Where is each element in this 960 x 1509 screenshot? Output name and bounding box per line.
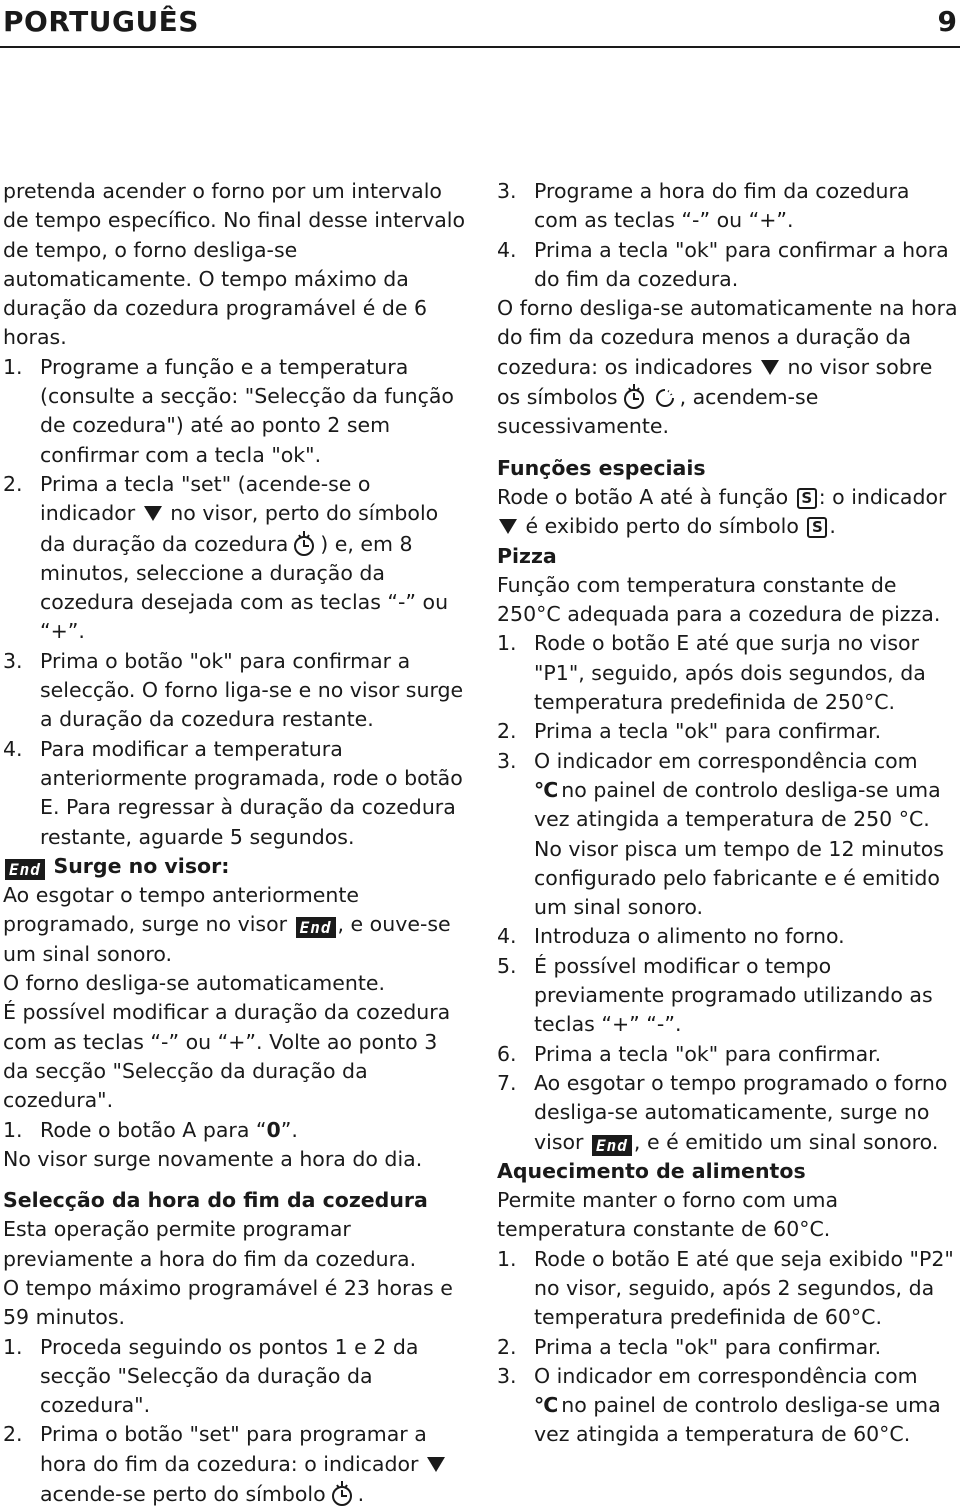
- list-item: 3. O indicador em correspondência com °C no painel de controlo desliga-se uma vez atingida a temperatura de 250 °C. No visor pisca um tempo de 12 minutos configurado pelo fabricante e é emitido um sinal sonoro.: [497, 748, 944, 920]
- page-header: [0, 0, 960, 48]
- end-display-icon: End: [296, 917, 336, 938]
- list-item: 1. Rode o botão E até que surja no visor "P1", seguido, após dois segundos, da temperatura predefinida de 250°C.: [497, 631, 926, 715]
- list-item: 6. Prima a tecla "ok" para confirmar.: [497, 1041, 882, 1066]
- cooking-duration-icon: [621, 382, 647, 410]
- end-paragraph: Ao esgotar o tempo anteriormente programado, surge no visor End , e ouve-se um sinal sonoro.: [3, 883, 451, 966]
- paragraph: É possível modificar a duração da cozedura com as teclas “-” ou “+”. Volte ao ponto 3 da secção "Selecção da duração da cozedura".: [3, 1000, 451, 1113]
- list-item: 2. Prima a tecla "ok" para confirmar.: [497, 719, 882, 744]
- section-heading: Funções especiais: [497, 455, 706, 480]
- right-column: [497, 177, 959, 1450]
- section-heading: Pizza: [497, 543, 557, 568]
- end-display-icon: End: [592, 1135, 632, 1156]
- cooking-duration-icon: [291, 529, 317, 557]
- section-heading: Aquecimento de alimentos: [497, 1158, 806, 1183]
- end-heading: End Surge no visor:: [3, 852, 465, 881]
- cooking-duration-icon: [329, 1479, 355, 1507]
- list-item: 2. Prima a tecla "ok" para confirmar.: [497, 1334, 882, 1359]
- temperature-icon: °C: [534, 1393, 558, 1418]
- paragraph: Esta operação permite programar previamente a hora do fim da cozedura.: [3, 1217, 417, 1271]
- paragraph: O forno desliga-se automaticamente na hora do fim da cozedura menos a duração da cozedura: os indicadores no visor sobre os símbolos , acendem-se sucessivamente.: [497, 296, 958, 439]
- list-item: 4. Prima a tecla "ok" para confirmar a hora do fim da cozedura.: [497, 237, 949, 291]
- language-title: PORTUGUÊS: [3, 5, 199, 38]
- list-item: 2. Prima o botão "set" para programar a hora do fim da cozedura: o indicador acende-se perto do símbolo .: [3, 1420, 465, 1509]
- list-item: 2. Prima a tecla "set" (acende-se o indicador no visor, perto do símbolo da duração da cozedura ) e, em 8 minutos, seleccione a duração da cozedura desejada com as teclas “-” ou “+”.: [3, 471, 449, 644]
- paragraph: Rode o botão A até à função S : o indicador é exibido perto do símbolo S .: [497, 484, 947, 539]
- paragraph: Permite manter o forno com uma temperatura constante de 60°C.: [497, 1188, 839, 1242]
- intro-paragraph: pretenda acender o forno por um intervalo de tempo específico. No final desse intervalo de tempo, o forno desliga-se automaticamente. O tempo máximo da duração da cozedura programável é de 6 horas.: [3, 179, 466, 350]
- end-time-icon: [653, 386, 677, 410]
- list-item: 7. Ao esgotar o tempo programado o forno desliga-se automaticamente, surge no visor End , e é emitido um sinal sonoro.: [497, 1070, 948, 1155]
- list-item: 3. Prima o botão "ok" para confirmar a selecção. O forno liga-se e no visor surge a duração da cozedura restante.: [3, 648, 464, 732]
- indicator-triangle-icon: [427, 1457, 445, 1472]
- special-function-icon: S: [797, 488, 817, 509]
- end-display-icon: End: [5, 859, 45, 880]
- list-item: 3. Programe a hora do fim da cozedura com as teclas “-” ou “+”.: [497, 179, 910, 233]
- indicator-triangle-icon: [144, 506, 162, 521]
- list-item: 4. Introduza o alimento no forno.: [497, 924, 845, 949]
- temperature-icon: °C: [534, 777, 558, 802]
- paragraph: O forno desliga-se automaticamente.: [3, 971, 385, 996]
- indicator-triangle-icon: [761, 360, 779, 375]
- indicator-triangle-icon: [499, 519, 517, 534]
- special-function-icon: S: [807, 517, 827, 538]
- page-number: 9: [937, 5, 957, 38]
- list-item: 4. Para modificar a temperatura anteriormente programada, rode o botão E. Para regressar à duração da cozedura restante, aguarde 5 segundos.: [3, 736, 463, 849]
- paragraph: O tempo máximo programável é 23 horas e 59 minutos.: [3, 1275, 453, 1330]
- list-item: 1. Programe a função e a temperatura (consulte a secção: "Selecção da função de cozedura") até ao ponto 2 sem confirmar com a tecla "ok".: [3, 354, 454, 467]
- list-item: 1. Proceda seguindo os pontos 1 e 2 da secção "Selecção da duração da cozedura".: [3, 1334, 419, 1418]
- left-column: [3, 177, 465, 1509]
- paragraph: No visor surge novamente a hora do dia.: [3, 1146, 423, 1171]
- section-heading: Selecção da hora do fim da cozedura: [3, 1188, 428, 1213]
- list-item: 5. É possível modificar o tempo previamente programado utilizando as teclas “+” “-”.: [497, 953, 933, 1037]
- list-item: 3. O indicador em correspondência com °C no painel de controlo desliga-se uma vez atingida a temperatura de 60°C.: [497, 1363, 941, 1447]
- paragraph: Função com temperatura constante de 250°C adequada para a cozedura de pizza.: [497, 572, 941, 627]
- list-item: 1. Rode o botão E até que seja exibido "P2" no visor, seguido, após 2 segundos, da temperatura predefinida de 60°C.: [497, 1246, 954, 1330]
- list-item: 1. Rode o botão A para “0”.: [3, 1117, 298, 1142]
